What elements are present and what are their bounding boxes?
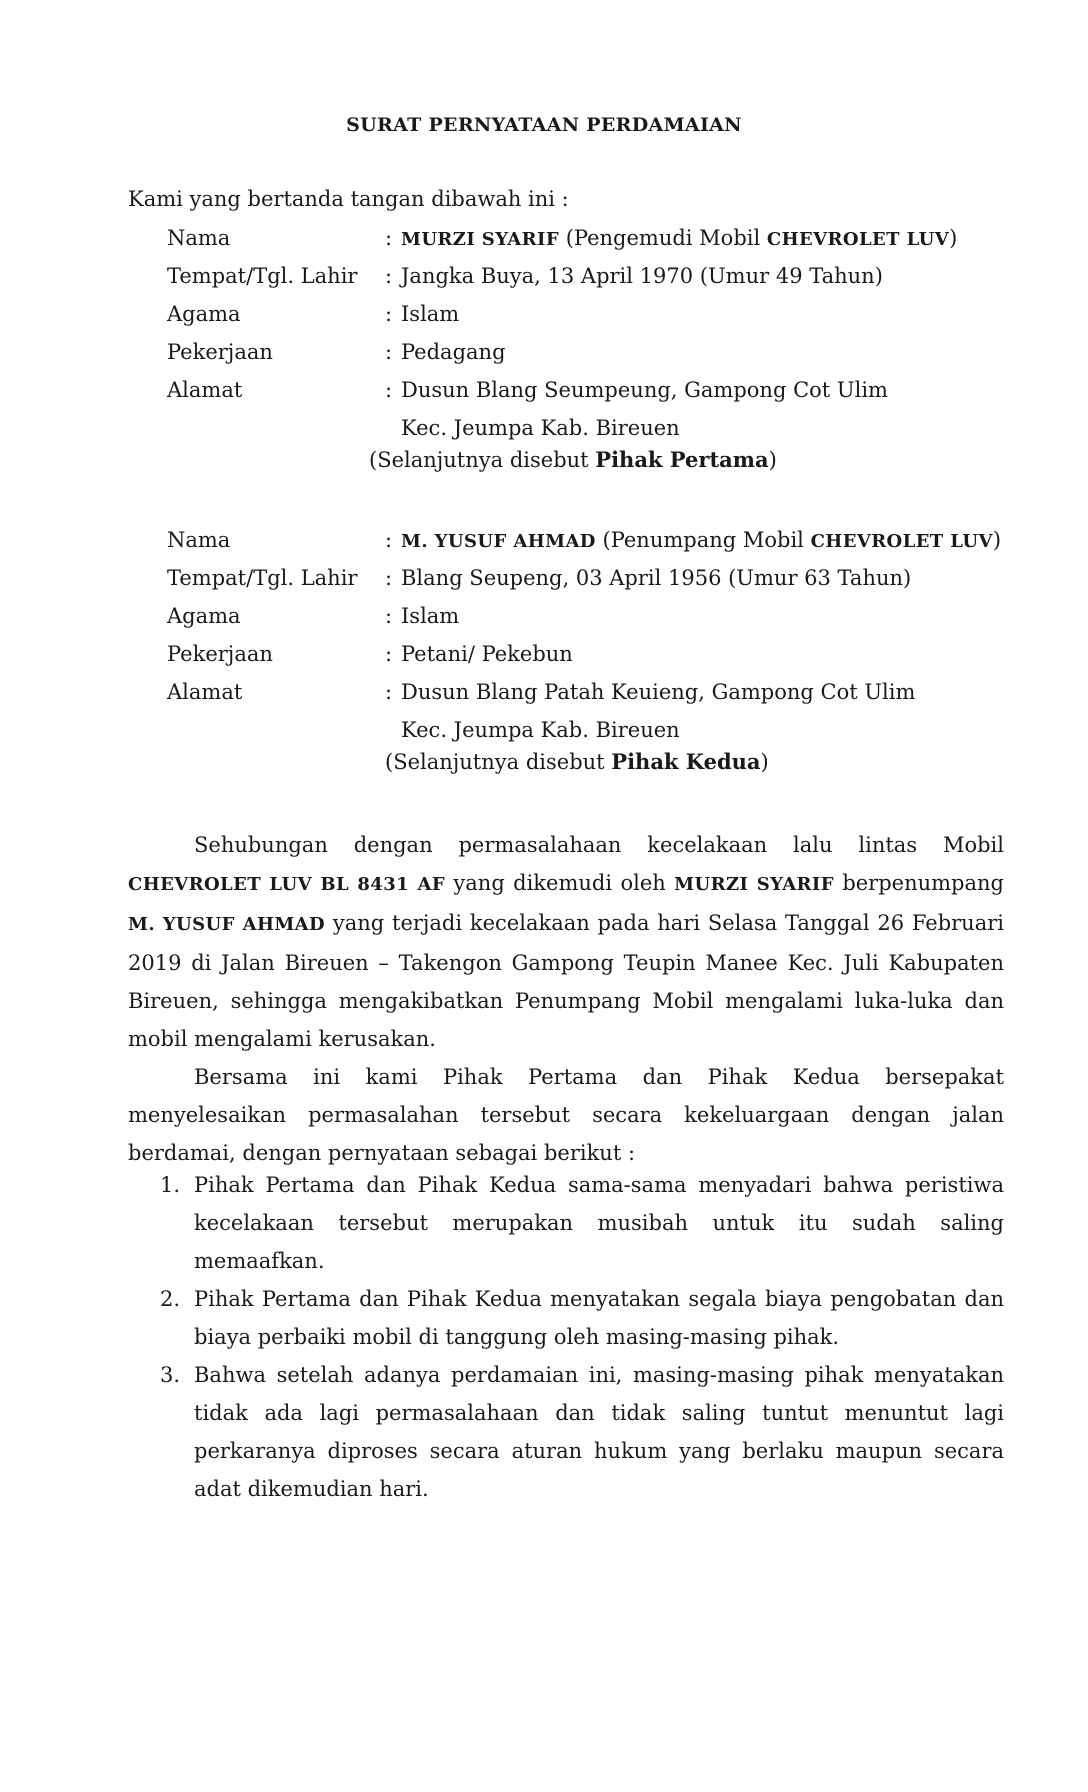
body-paragraphs	[128, 826, 1004, 1172]
intro-line: Kami yang bertanda tangan dibawah ini :	[128, 187, 569, 211]
party-1-designation: (Selanjutnya disebut Pihak Pertama)	[369, 447, 777, 472]
statement-list	[128, 1166, 1004, 1508]
field-label-birth: Tempat/Tgl. Lahir	[167, 566, 358, 590]
list-item-text: Bahwa setelah adanya perdamaian ini, masing-masing pihak menyatakan tidak ada lagi permasalahaan dan tidak saling tuntut menuntut lagi perkaranya diproses secara aturan hukum yang berlaku maupun secara adat dikemudian hari.	[194, 1363, 1004, 1501]
list-item	[128, 1280, 1004, 1356]
field-colon: :	[385, 604, 393, 628]
party-2-designation: (Selanjutnya disebut Pihak Kedua)	[385, 749, 769, 774]
field-colon: :	[385, 340, 393, 364]
party-2-birth-value: Blang Seupeng, 03 April 1956 (Umur 63 Tahun)	[401, 566, 912, 590]
field-label-job: Pekerjaan	[167, 642, 273, 666]
list-item	[128, 1356, 1004, 1508]
field-label-religion: Agama	[167, 302, 241, 326]
party-1-religion-value: Islam	[401, 302, 460, 326]
field-colon: :	[385, 302, 393, 326]
paragraph-agreement: Bersama ini kami Pihak Pertama dan Pihak Kedua bersepakat menyelesaikan permasalahan tersebut secara kekeluargaan dengan jalan berdamai, dengan pernyataan sebagai berikut :	[128, 1065, 1004, 1165]
field-colon: :	[385, 378, 393, 402]
party-2-religion-value: Islam	[401, 604, 460, 628]
field-colon: :	[385, 566, 393, 590]
field-label-name: Nama	[167, 226, 231, 250]
field-label-job: Pekerjaan	[167, 340, 273, 364]
field-colon: :	[385, 226, 393, 250]
party-1-address-line-2: Kec. Jeumpa Kab. Bireuen	[401, 416, 680, 440]
party-2-address-line-1: Dusun Blang Patah Keuieng, Gampong Cot Ulim	[401, 680, 916, 704]
field-label-birth: Tempat/Tgl. Lahir	[167, 264, 358, 288]
field-colon: :	[385, 528, 393, 552]
list-item-text: Pihak Pertama dan Pihak Kedua sama-sama menyadari bahwa peristiwa kecelakaan tersebut merupakan musibah untuk itu sudah saling memaafkan.	[194, 1173, 1004, 1273]
document-title: SURAT PERNYATAAN PERDAMAIAN	[346, 114, 742, 136]
field-colon: :	[385, 680, 393, 704]
party-1-address-line-1: Dusun Blang Seumpeung, Gampong Cot Ulim	[401, 378, 888, 402]
list-item-text: Pihak Pertama dan Pihak Kedua menyatakan segala biaya pengobatan dan biaya perbaiki mobil di tanggung oleh masing-masing pihak.	[194, 1287, 1004, 1349]
party-1-birth-value: Jangka Buya, 13 April 1970 (Umur 49 Tahun)	[401, 264, 883, 288]
list-item	[128, 1166, 1004, 1280]
paragraph-incident: Sehubungan dengan permasalahaan kecelakaan lalu lintas Mobil CHEVROLET LUV BL 8431 AF yang dikemudi oleh MURZI SYARIF berpenumpang M. YUSUF AHMAD yang terjadi kecelakaan pada hari Selasa Tanggal 26 Februari 2019 di Jalan Bireuen – Takengon Gampong Teupin Manee Kec. Juli Kabupaten Bireuen, sehingga mengakibatkan Penumpang Mobil mengalami luka-luka dan mobil mengalami kerusakan.	[128, 833, 1004, 1051]
party-2-job-value: Petani/ Pekebun	[401, 642, 573, 666]
field-label-religion: Agama	[167, 604, 241, 628]
field-colon: :	[385, 264, 393, 288]
party-2-name-value: M. YUSUF AHMAD (Penumpang Mobil CHEVROLET LUV)	[401, 528, 1002, 552]
list-item-number: 2.	[160, 1287, 181, 1311]
party-1-job-value: Pedagang	[401, 340, 506, 364]
field-label-address: Alamat	[167, 680, 243, 704]
field-label-address: Alamat	[167, 378, 243, 402]
party-2-address-line-2: Kec. Jeumpa Kab. Bireuen	[401, 718, 680, 742]
field-colon: :	[385, 642, 393, 666]
field-label-name: Nama	[167, 528, 231, 552]
party-1-name-value: MURZI SYARIF (Pengemudi Mobil CHEVROLET LUV)	[401, 226, 958, 250]
list-item-number: 1.	[160, 1173, 181, 1197]
list-item-number: 3.	[160, 1363, 181, 1387]
